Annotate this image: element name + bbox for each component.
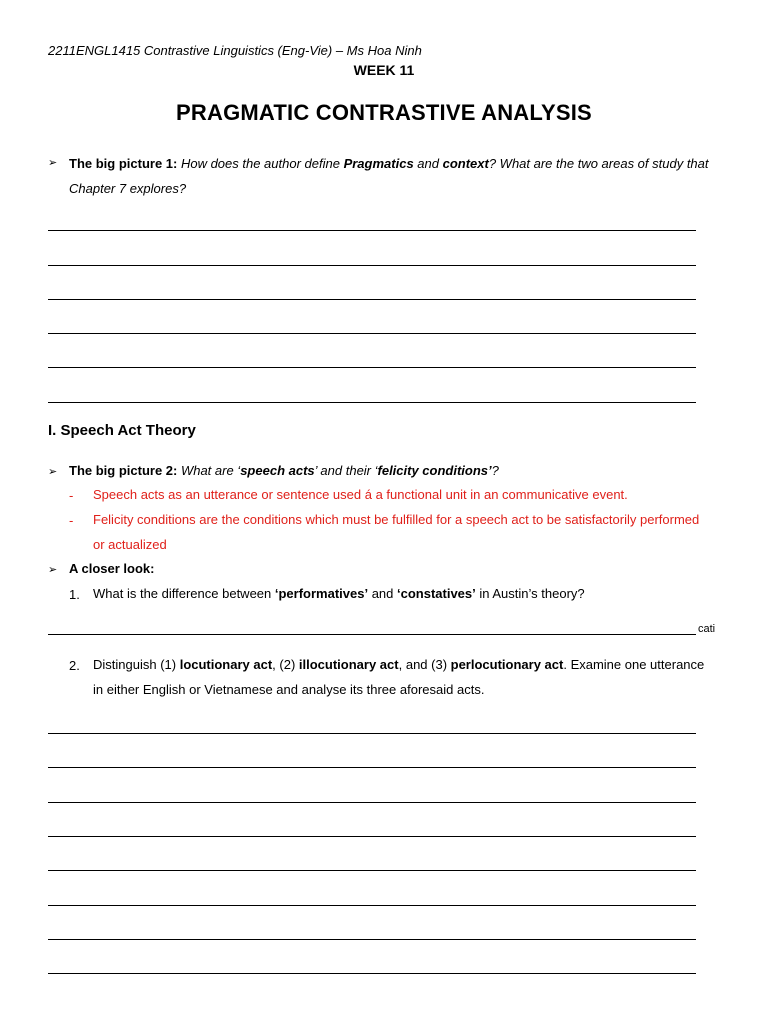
answer-line[interactable] <box>48 299 696 300</box>
question-item-1 <box>93 581 743 606</box>
question-label: The big picture 1: <box>69 156 178 171</box>
answer-line[interactable] <box>48 333 696 334</box>
question-text: ’ and their ‘ <box>314 463 378 478</box>
week-label: WEEK 11 <box>353 62 415 78</box>
keyword-perlocutionary-act: perlocutionary act <box>450 657 564 672</box>
section-heading: I. Speech Act Theory <box>48 422 196 439</box>
keyword-speech-acts: speech acts <box>240 463 315 478</box>
keyword-performatives: ‘performatives’ <box>274 586 369 601</box>
answer-line[interactable] <box>48 265 696 266</box>
item-text: Distinguish (1) <box>93 657 180 672</box>
question-text: ? <box>491 463 499 478</box>
answer-line[interactable] <box>48 230 696 231</box>
question-text: ? What are the two areas of study that Chapter 7 explores? <box>69 156 709 196</box>
answer-line[interactable] <box>48 767 696 768</box>
question-text: How does the author define <box>177 156 344 171</box>
arrow-bullet-icon: ➢ <box>48 466 58 478</box>
item-number: 1. <box>69 587 80 602</box>
keyword-context: context <box>442 156 489 171</box>
answer-line[interactable] <box>48 870 696 871</box>
course-header: 2211ENGL1415 Contrastive Linguistics (Eng-Vie) – Ms Hoa Ninh <box>48 43 422 58</box>
item-text: What is the difference between <box>93 586 275 601</box>
answer-line[interactable] <box>48 939 696 940</box>
question-big-picture-1 <box>69 151 714 201</box>
answer-line[interactable] <box>48 402 696 403</box>
answer-felicity-line-1: Felicity conditions are the conditions which must be fulfilled for a speech act to be satisfactorily performed <box>93 512 700 527</box>
arrow-bullet-icon: ➢ <box>48 157 58 169</box>
keyword-pragmatics: Pragmatics <box>343 156 414 171</box>
answer-line[interactable] <box>48 905 696 906</box>
question-text: and <box>413 156 443 171</box>
page-title: PRAGMATIC CONTRASTIVE ANALYSIS <box>176 100 592 125</box>
answer-speech-acts: Speech acts as an utterance or sentence used á a functional unit in an communicative event. <box>93 487 628 502</box>
answer-line[interactable] <box>48 836 696 837</box>
keyword-illocutionary-act: illocutionary act <box>298 657 399 672</box>
item-text: . Examine one utterance in either English or Vietnamese and analyse its three aforesaid acts. <box>93 657 705 697</box>
answer-felicity-line-2: or actualized <box>93 537 167 552</box>
item-text: , (2) <box>272 657 299 672</box>
answer-line[interactable] <box>48 802 696 803</box>
answer-line[interactable] <box>48 367 696 368</box>
keyword-locutionary-act: locutionary act <box>179 657 273 672</box>
question-big-picture-2 <box>69 458 729 483</box>
question-item-2 <box>93 652 713 702</box>
keyword-constatives: ‘constatives’ <box>397 586 476 601</box>
item-text: in Austin’s theory? <box>475 586 585 601</box>
arrow-bullet-icon: ➢ <box>48 564 58 576</box>
dash-bullet: - <box>69 488 74 503</box>
answer-line[interactable] <box>48 973 696 974</box>
trailing-text: cati <box>698 623 716 635</box>
item-number: 2. <box>69 658 80 673</box>
dash-bullet: - <box>69 513 74 528</box>
answer-line[interactable] <box>48 733 696 734</box>
question-text: What are ‘ <box>177 463 241 478</box>
closer-look-label: A closer look: <box>69 561 155 576</box>
item-text: and <box>368 586 397 601</box>
question-label: The big picture 2: <box>69 463 178 478</box>
keyword-felicity-conditions: felicity conditions’ <box>377 463 492 478</box>
item-text: , and (3) <box>398 657 451 672</box>
answer-line[interactable] <box>48 634 696 635</box>
